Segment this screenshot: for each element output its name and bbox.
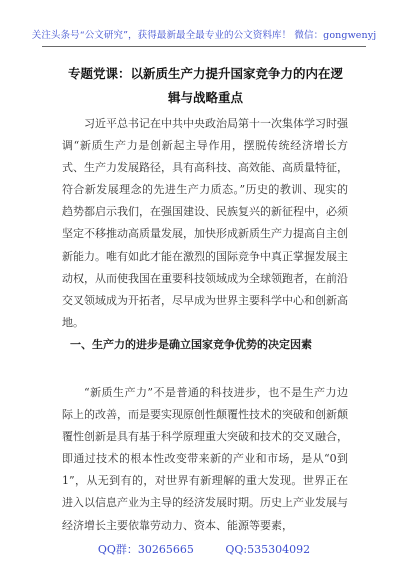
- header-promo-text: 关注头条号“公文研究”，获得最新最全最专业的公文资料库！ 微信：gongwenyj: [31, 30, 377, 41]
- document-title: 专题党课：以新质生产力提升国家竞争力的内在逻辑与战略重点: [67, 66, 343, 105]
- footer-qq-group: QQ群：30265665: [97, 543, 194, 556]
- body-paragraph-1: 习近平总书记在中共中央政治局第十一次集体学习时强调“新质生产力是创新起主导作用，摆脱传统经济增长方式、生产力发展路径，具有高科技、高效能、高质量特征，符合新发展理念的先进生产力质态。”历史的教训、现实的趋势都启示我们，在强国建设、民族复兴的新征程中，必须坚定不移推动高质量发展，加快形成新质生产力提高自主创新能力。唯有如此才能在激烈的国际竞争中真正掌握发展主动权，从而使我国在重要科技领域成为全球领跑者，在前沿交叉领域成为开拓者，尽早成为世界主要科学中心和创新高地。: [62, 117, 348, 329]
- section-heading-1: 一、生产力的进步是确立国家竞争优势的决定因素: [70, 338, 312, 351]
- footer-qq: QQ:535304092: [225, 543, 311, 556]
- body-paragraph-2: “新质生产力”不是普通的科技进步，也不是生产力边际上的改善，而是要实现原创性颠覆性技术的突破和创新颠覆性创新是具有基于科学原理重大突破和技术的交叉融合，即通过技术的根本性改变带来新的产业和市场，是从“0到1”，从无到有的，对世界有新理解的重大发现。世界正在进入以信息产业为主导的经济发展时期。历史上产业发展与经济增长主要依靠劳动力、资本、能源等要素，: [62, 386, 348, 532]
- header-divider: [42, 46, 366, 47]
- footer-contact: [0, 541, 408, 557]
